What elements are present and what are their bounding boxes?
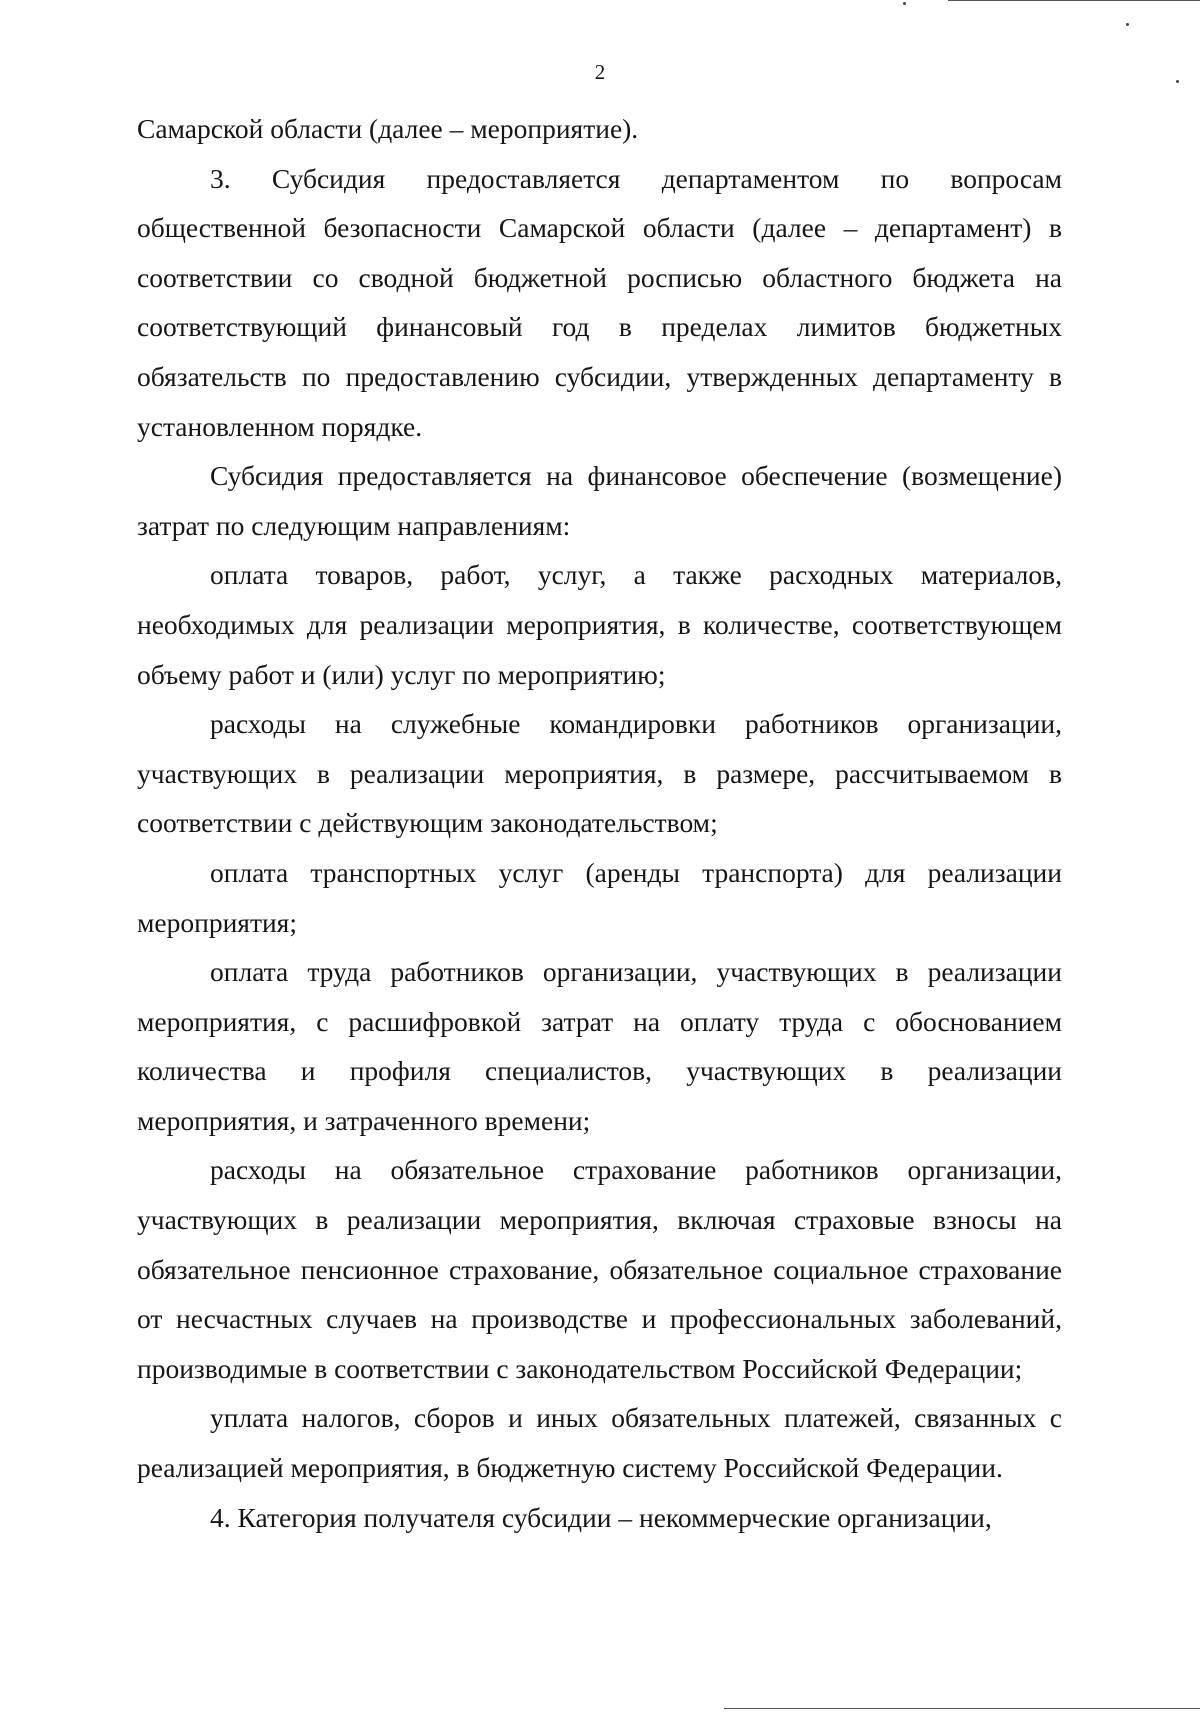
list-item-mandatory-insurance: расходы на обязательное страхование работников организации, участвующих в реализации мероприятия, включая страховые взносы на обязательное пенсионное страхование, обязательное социальное страхование от несчастных случаев на производстве и профессиональных заболеваний, производимые в соответствии с законодательством Российской Федерации; — [137, 1154, 1062, 1384]
scan-edge-line-top — [948, 0, 1200, 1]
list-item-business-trips: расходы на служебные командировки работников организации, участвующих в реализации мероприятия, в размере, рассчитываемом в соответствии с действующим законодательством; — [137, 708, 1062, 839]
list-item-labor-payment: оплата труда работников организации, участвующих в реализации мероприятия, с расшифровкой затрат на оплату труда с обоснованием количества и профиля специалистов, участвующих в реализации мероприятия, и затраченного времени; — [137, 956, 1062, 1136]
scan-edge-line-bottom — [724, 1708, 1200, 1709]
paragraph-subsidy-directions: Субсидия предоставляется на финансовое обеспечение (возмещение) затрат по следующим направлениям: — [137, 460, 1062, 541]
list-item-transport-services: оплата транспортных услуг (аренды транспорта) для реализации мероприятия; — [137, 856, 1062, 938]
scan-speck — [1126, 23, 1129, 26]
paragraph-clause-3: 3. Субсидия предоставляется департаментом по вопросам общественной безопасности Самарской области (далее – департамент) в соответствии со сводной бюджетной росписью областного бюджета на соответствующий финансовый год в пределах лимитов бюджетных обязательств по предоставлению субсидии, утвержденных департаменту в установленном порядке. — [137, 162, 1062, 442]
list-item-goods-works-services: оплата товаров, работ, услуг, а также расходных материалов, необходимых для реализации мероприятия, в количестве, соответствующем объему работ и (или) услуг по мероприятию; — [137, 559, 1062, 690]
page-number: 2 — [594, 60, 606, 84]
document-body — [137, 104, 1062, 1542]
scan-speck — [903, 2, 906, 5]
list-item-taxes-fees: уплата налогов, сборов и иных обязательных платежей, связанных с реализацией мероприятия, в бюджетную систему Российской Федерации. — [137, 1402, 1062, 1484]
paragraph-continuation: Самарской области (далее – мероприятие). — [137, 113, 639, 144]
paragraph-clause-4: 4. Категория получателя субсидии – некоммерческие организации, — [210, 1501, 992, 1533]
